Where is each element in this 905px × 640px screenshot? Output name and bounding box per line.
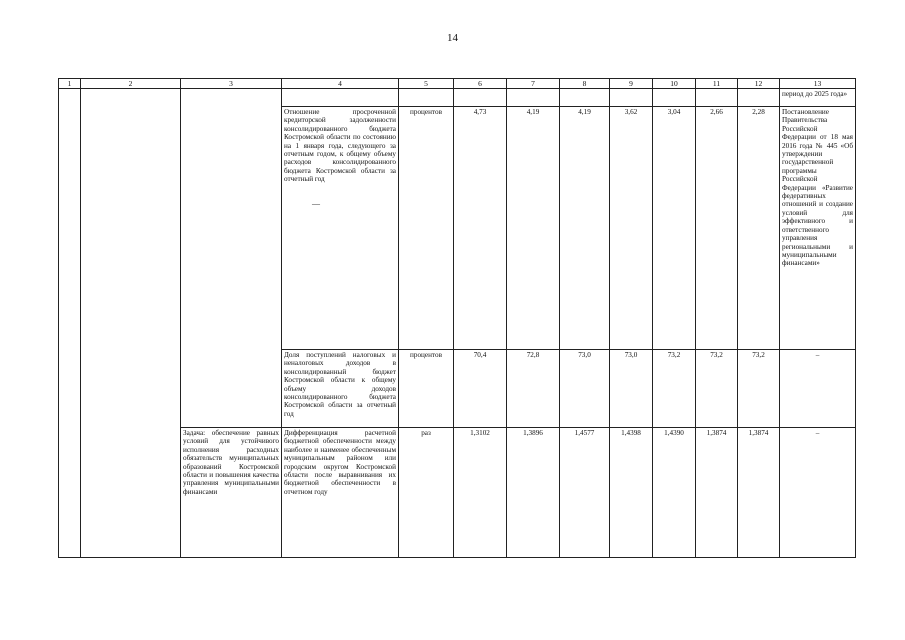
value-cell: 70,4: [454, 350, 507, 428]
column-number: 2: [81, 79, 181, 89]
indicator-dash: —: [312, 198, 320, 208]
unit-cell: раз: [399, 428, 454, 558]
table-cell: [560, 89, 610, 107]
column-number-row: [59, 79, 856, 89]
column-number: 3: [181, 79, 282, 89]
value-cell: 1,4398: [610, 428, 653, 558]
value-cell: 73,2: [653, 350, 696, 428]
value-cell: 4,19: [507, 107, 560, 350]
table-cell: [181, 89, 282, 428]
value-cell: 1,3102: [454, 428, 507, 558]
table-cell: [81, 89, 181, 558]
column-number: 4: [282, 79, 399, 89]
indicator-cell: Дифференциация расчетной бюджетной обеспеченности между наиболее и наименее обеспеченным муниципальным районом или городским округом Костромской области после выравнивания их бюджетной обеспеченности в отчетном году: [282, 428, 399, 558]
table-cell: [507, 89, 560, 107]
table-row-continued: [59, 89, 856, 107]
unit-cell: процентов: [399, 350, 454, 428]
value-cell: 1,3896: [507, 428, 560, 558]
column-number: 11: [696, 79, 738, 89]
column-number: 13: [780, 79, 856, 89]
table-cell: [696, 89, 738, 107]
value-cell: 73,2: [696, 350, 738, 428]
table-cell: [282, 89, 399, 107]
value-cell: 1,4577: [560, 428, 610, 558]
value-cell: 2,28: [738, 107, 780, 350]
column-number: 7: [507, 79, 560, 89]
unit-cell: процентов: [399, 107, 454, 350]
table-cell: [610, 89, 653, 107]
value-cell: 3,62: [610, 107, 653, 350]
column-number: 1: [59, 79, 81, 89]
table-cell: [738, 89, 780, 107]
table-cell: [59, 89, 81, 558]
value-cell: 2,66: [696, 107, 738, 350]
value-cell: 73,2: [738, 350, 780, 428]
source-cell: –: [780, 350, 856, 428]
column-number: 5: [399, 79, 454, 89]
table-cell: [399, 89, 454, 107]
column-number: 12: [738, 79, 780, 89]
source-cell: –: [780, 428, 856, 558]
indicator-cell: [282, 107, 399, 350]
table-cell: [454, 89, 507, 107]
value-cell: 3,04: [653, 107, 696, 350]
value-cell: 73,0: [560, 350, 610, 428]
value-cell: 4,73: [454, 107, 507, 350]
value-cell: 73,0: [610, 350, 653, 428]
value-cell: 1,3874: [738, 428, 780, 558]
table-cell: [653, 89, 696, 107]
value-cell: 1,4390: [653, 428, 696, 558]
task-cell: Задача: обеспечение равных условий для устойчивого исполнения расходных обязательств муниципальных образований Костромской области и повышения качества управления муниципальными финансами: [181, 428, 282, 558]
source-cell: Постановление Правительства Российской Федерации от 18 мая 2016 года № 445 «Об утверждении государственной программы Российской Федерации «Развитие федеративных отношений и создание условий для эффективного и ответственного управления региональными и муниципальными финансами»: [780, 107, 856, 350]
value-cell: 72,8: [507, 350, 560, 428]
column-number: 10: [653, 79, 696, 89]
column-number: 8: [560, 79, 610, 89]
page-number: 14: [447, 32, 458, 44]
column-number: 6: [454, 79, 507, 89]
indicator-cell: Доля поступлений налоговых и неналоговых доходов в консолидированный бюджет Костромской области к общему объему доходов консолидированного бюджета Костромской области за отчетный год: [282, 350, 399, 428]
value-cell: 1,3874: [696, 428, 738, 558]
source-cell: период до 2025 года»: [780, 89, 856, 107]
indicators-table: [58, 78, 856, 558]
indicator-text: Отношение просроченной кредиторской задолженности консолидированного бюджета Костромской области по состоянию на 1 января года, следующего за отчетным годом, к общему объему расходов консолидированного бюджета Костромской области за отчетный год: [284, 108, 396, 184]
column-number: 9: [610, 79, 653, 89]
value-cell: 4,19: [560, 107, 610, 350]
